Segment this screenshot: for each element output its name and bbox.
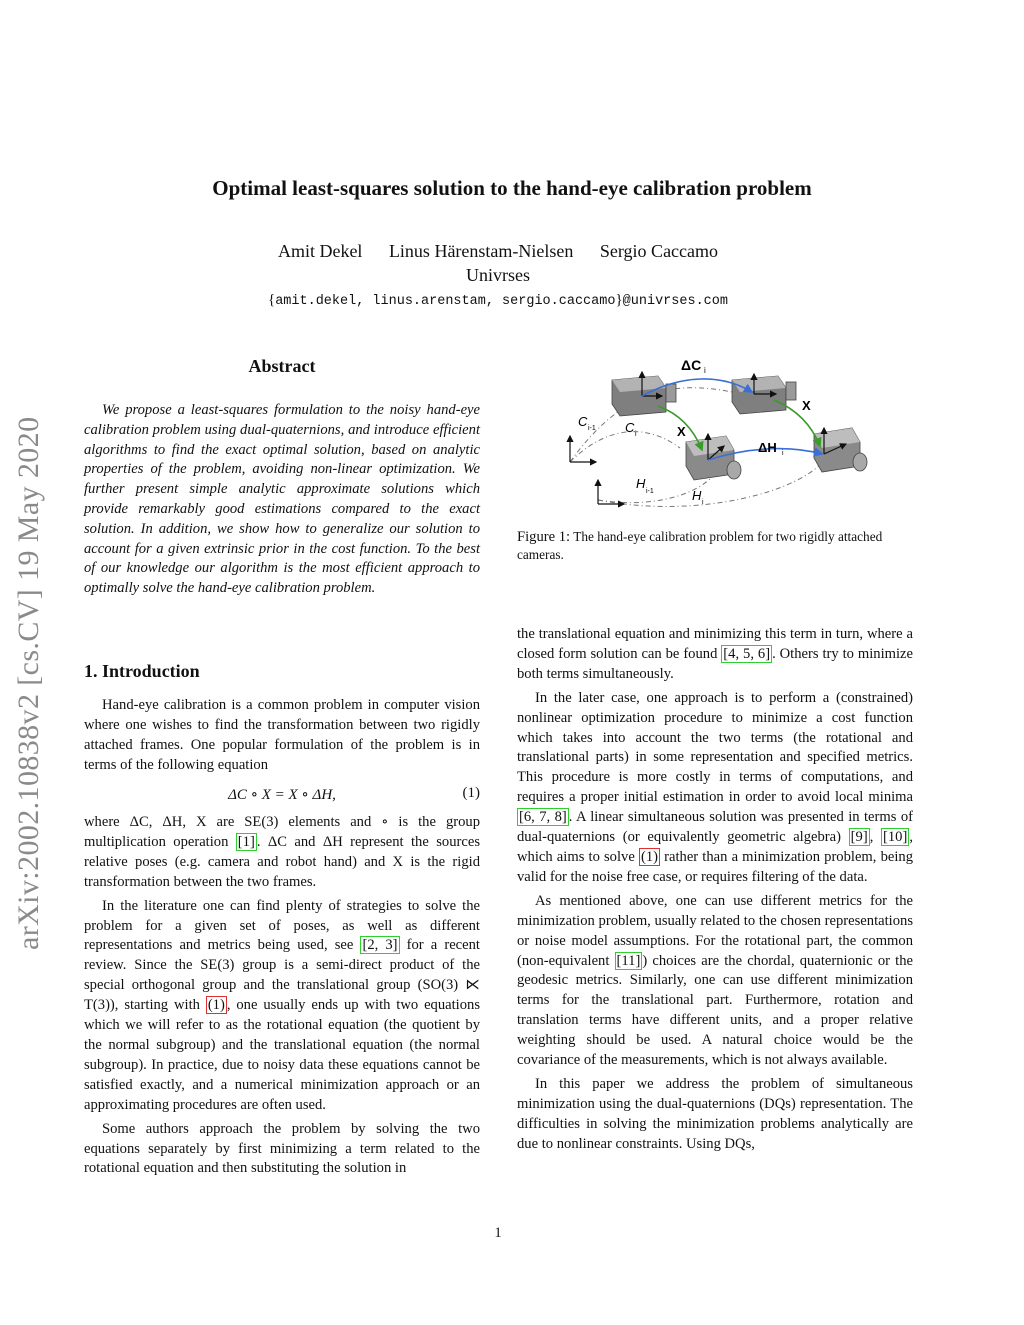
right-column-text xyxy=(517,625,913,1159)
author-name: Sergio Caccamo xyxy=(599,241,719,261)
text-run: . Others try to minimize both terms simultaneously. xyxy=(517,645,913,682)
equation-expression: ΔC ∘ X = X ∘ ΔH, xyxy=(228,787,336,803)
text-run: , xyxy=(869,829,882,846)
text-run: . ΔC and ΔH represent the sources relative poses (e.g. camera and robot hand) and X is the rigid transformation between the two frames. xyxy=(84,833,480,890)
text-run: As mentioned above, one can use different metrics for the minimization problem, usually related to the chosen representations or noise model assumptions. For the rotational part, the common (non-equivalent xyxy=(517,892,913,969)
text-run: In the later case, one approach is to perform a (constrained) nonlinear optimization procedure to minimize a cost function which takes into account the two terms (the rotational and translational parts) in some representation and specified metrics. This procedure is more costly in terms of computations, and requires a proper initial estimation in order to avoid local minima xyxy=(517,689,913,806)
email-brace-open: { xyxy=(268,292,276,308)
abstract-heading: Abstract xyxy=(248,356,316,376)
text-run: for a recent review. Since the SE(3) group is a semi-direct product of the special orthogonal group and the translational group (SO(3) ⋉ T(3)), starting with xyxy=(84,937,480,1014)
text-run: where ΔC, ΔH, X are SE(3) elements and ∘ is the group multiplication operation xyxy=(84,814,480,850)
affiliation: Univrses xyxy=(466,265,530,285)
text-run: , which aims to solve xyxy=(517,829,913,865)
author-name: Linus Härenstam-Nielsen xyxy=(388,241,574,261)
label-x-mid: X xyxy=(677,424,686,439)
citation-link[interactable]: [4, 5, 6] xyxy=(723,645,771,662)
text-run: In the literature one can find plenty of strategies to solve the problem for a given set of poses, as well as different representations and metrics being used, see xyxy=(84,897,480,954)
intro-paragraphs xyxy=(84,813,480,1183)
citation-link[interactable]: [6, 7, 8] xyxy=(519,809,567,826)
citation-link[interactable]: [1] xyxy=(237,833,255,850)
intro-paragraph-1 xyxy=(84,696,480,780)
author-list xyxy=(0,241,996,262)
label-h-prev: H xyxy=(636,476,646,491)
label-delta-h: ΔH xyxy=(758,440,777,455)
citation-link[interactable]: [10] xyxy=(883,829,908,846)
paragraph xyxy=(517,689,913,888)
label-c-cur-sub: i xyxy=(635,431,637,438)
equation-ref-link[interactable]: (1) xyxy=(207,997,225,1014)
author-emails xyxy=(0,292,996,309)
caption-text: The hand-eye calibration problem for two rigidly attached cameras. xyxy=(517,529,883,562)
text-run: rather than a minimization problem, being valid for the noise free case, or requires filtering of the data. xyxy=(517,848,913,885)
label-h-prev-sub: i-1 xyxy=(646,488,654,495)
equation-1 xyxy=(84,785,480,805)
label-c-cur: C xyxy=(625,420,635,435)
email-list: amit.dekel, linus.arenstam, sergio.caccamo xyxy=(275,294,616,309)
camera-icon xyxy=(732,376,796,414)
citation-link[interactable]: [9] xyxy=(850,829,868,846)
email-brace-close: } xyxy=(615,292,623,308)
paper-title: Optimal least-squares solution to the hand-eye calibration problem xyxy=(212,176,812,200)
figure-caption xyxy=(517,528,915,564)
section-heading-introduction: 1. Introduction xyxy=(84,661,200,681)
label-delta-c-sub: i xyxy=(704,366,706,375)
label-c-prev: C xyxy=(578,414,588,429)
label-h-cur-sub: i xyxy=(702,499,704,506)
paragraph xyxy=(517,892,913,1071)
label-x-top: X xyxy=(802,398,811,413)
text-run: ) choices are the chordal, quaternionic or the geodesic metrics. Similarly, one can use different minimization terms for the translational part. Furthermore, rotation and translation terms have different units, and a proper relative weighting should be used. A natural choice would be the covariance of the measurements, which is not always available. xyxy=(517,952,913,1069)
arxiv-stamp: arXiv:2002.10838v2 [cs.CV] 19 May 2020 xyxy=(12,416,45,950)
text-run: , one usually ends up with two equations which we will refer to as the rotational equation (the quotient by the normal subgroup) and the translational equation (the normal subgroup). In practice, due to noisy data these equations cannot be satisfied exactly, and a numerical minimization approach or an approximating procedures are often used. xyxy=(84,997,480,1113)
page-number: 1 xyxy=(494,1225,502,1241)
paragraph xyxy=(517,625,913,685)
figure-1-diagram xyxy=(562,350,878,516)
label-delta-h-sub: i xyxy=(782,450,784,457)
equation-number: (1) xyxy=(462,785,480,801)
paragraph xyxy=(84,813,480,893)
paragraph: Hand-eye calibration is a common problem in computer vision where one wishes to find the transformation between two rigidly attached frames. One popular formulation of the problem is in terms of the following equation xyxy=(84,697,480,773)
email-domain: @univrses.com xyxy=(622,294,728,309)
text-run: the translational equation and minimizing this term in turn, where a closed form solution can be found xyxy=(517,626,913,662)
label-h-cur: H xyxy=(692,488,702,503)
equation-ref-link[interactable]: (1) xyxy=(640,848,658,865)
paragraph xyxy=(84,897,480,1116)
caption-label: Figure 1: xyxy=(517,529,571,545)
paragraph: In this paper we address the problem of simultaneous minimization using the dual-quaternions (DQs) representation. The difficulties in solving the minimization problems analytically are due to nonlinear constraints. Using DQs, xyxy=(517,1075,913,1152)
text-run: . A linear simultaneous solution was presented in terms of dual-quaternions (or equivalently geometric algebra) xyxy=(517,809,913,846)
citation-link[interactable]: [2, 3] xyxy=(362,937,398,954)
label-delta-c: ΔC xyxy=(681,357,702,373)
abstract-text: We propose a least-squares formulation to the noisy hand-eye calibration problem using dual-quaternions, and introduce efficient algorithms to find the exact optimal solution, based on analytic properties of the problem, avoiding non-linear optimization. We further present simple analytic approximate solutions which provide remarkably good estimations compared to the exact solution. In addition, we show how to generalize our solution to account for a given extrinsic prior in the cost function. To the best of our knowledge our algorithm is the most efficient approach to optimally solve the hand-eye calibration problem. xyxy=(84,402,480,597)
author-name: Amit Dekel xyxy=(277,241,363,261)
paragraph: Some authors approach the problem by solving the two equations separately by first minimizing a term related to the rotational equation and then substituting the solution in xyxy=(84,1120,480,1177)
citation-link[interactable]: [11] xyxy=(616,952,641,969)
label-c-prev-sub: i-1 xyxy=(588,425,596,432)
camera-icon xyxy=(814,428,867,472)
